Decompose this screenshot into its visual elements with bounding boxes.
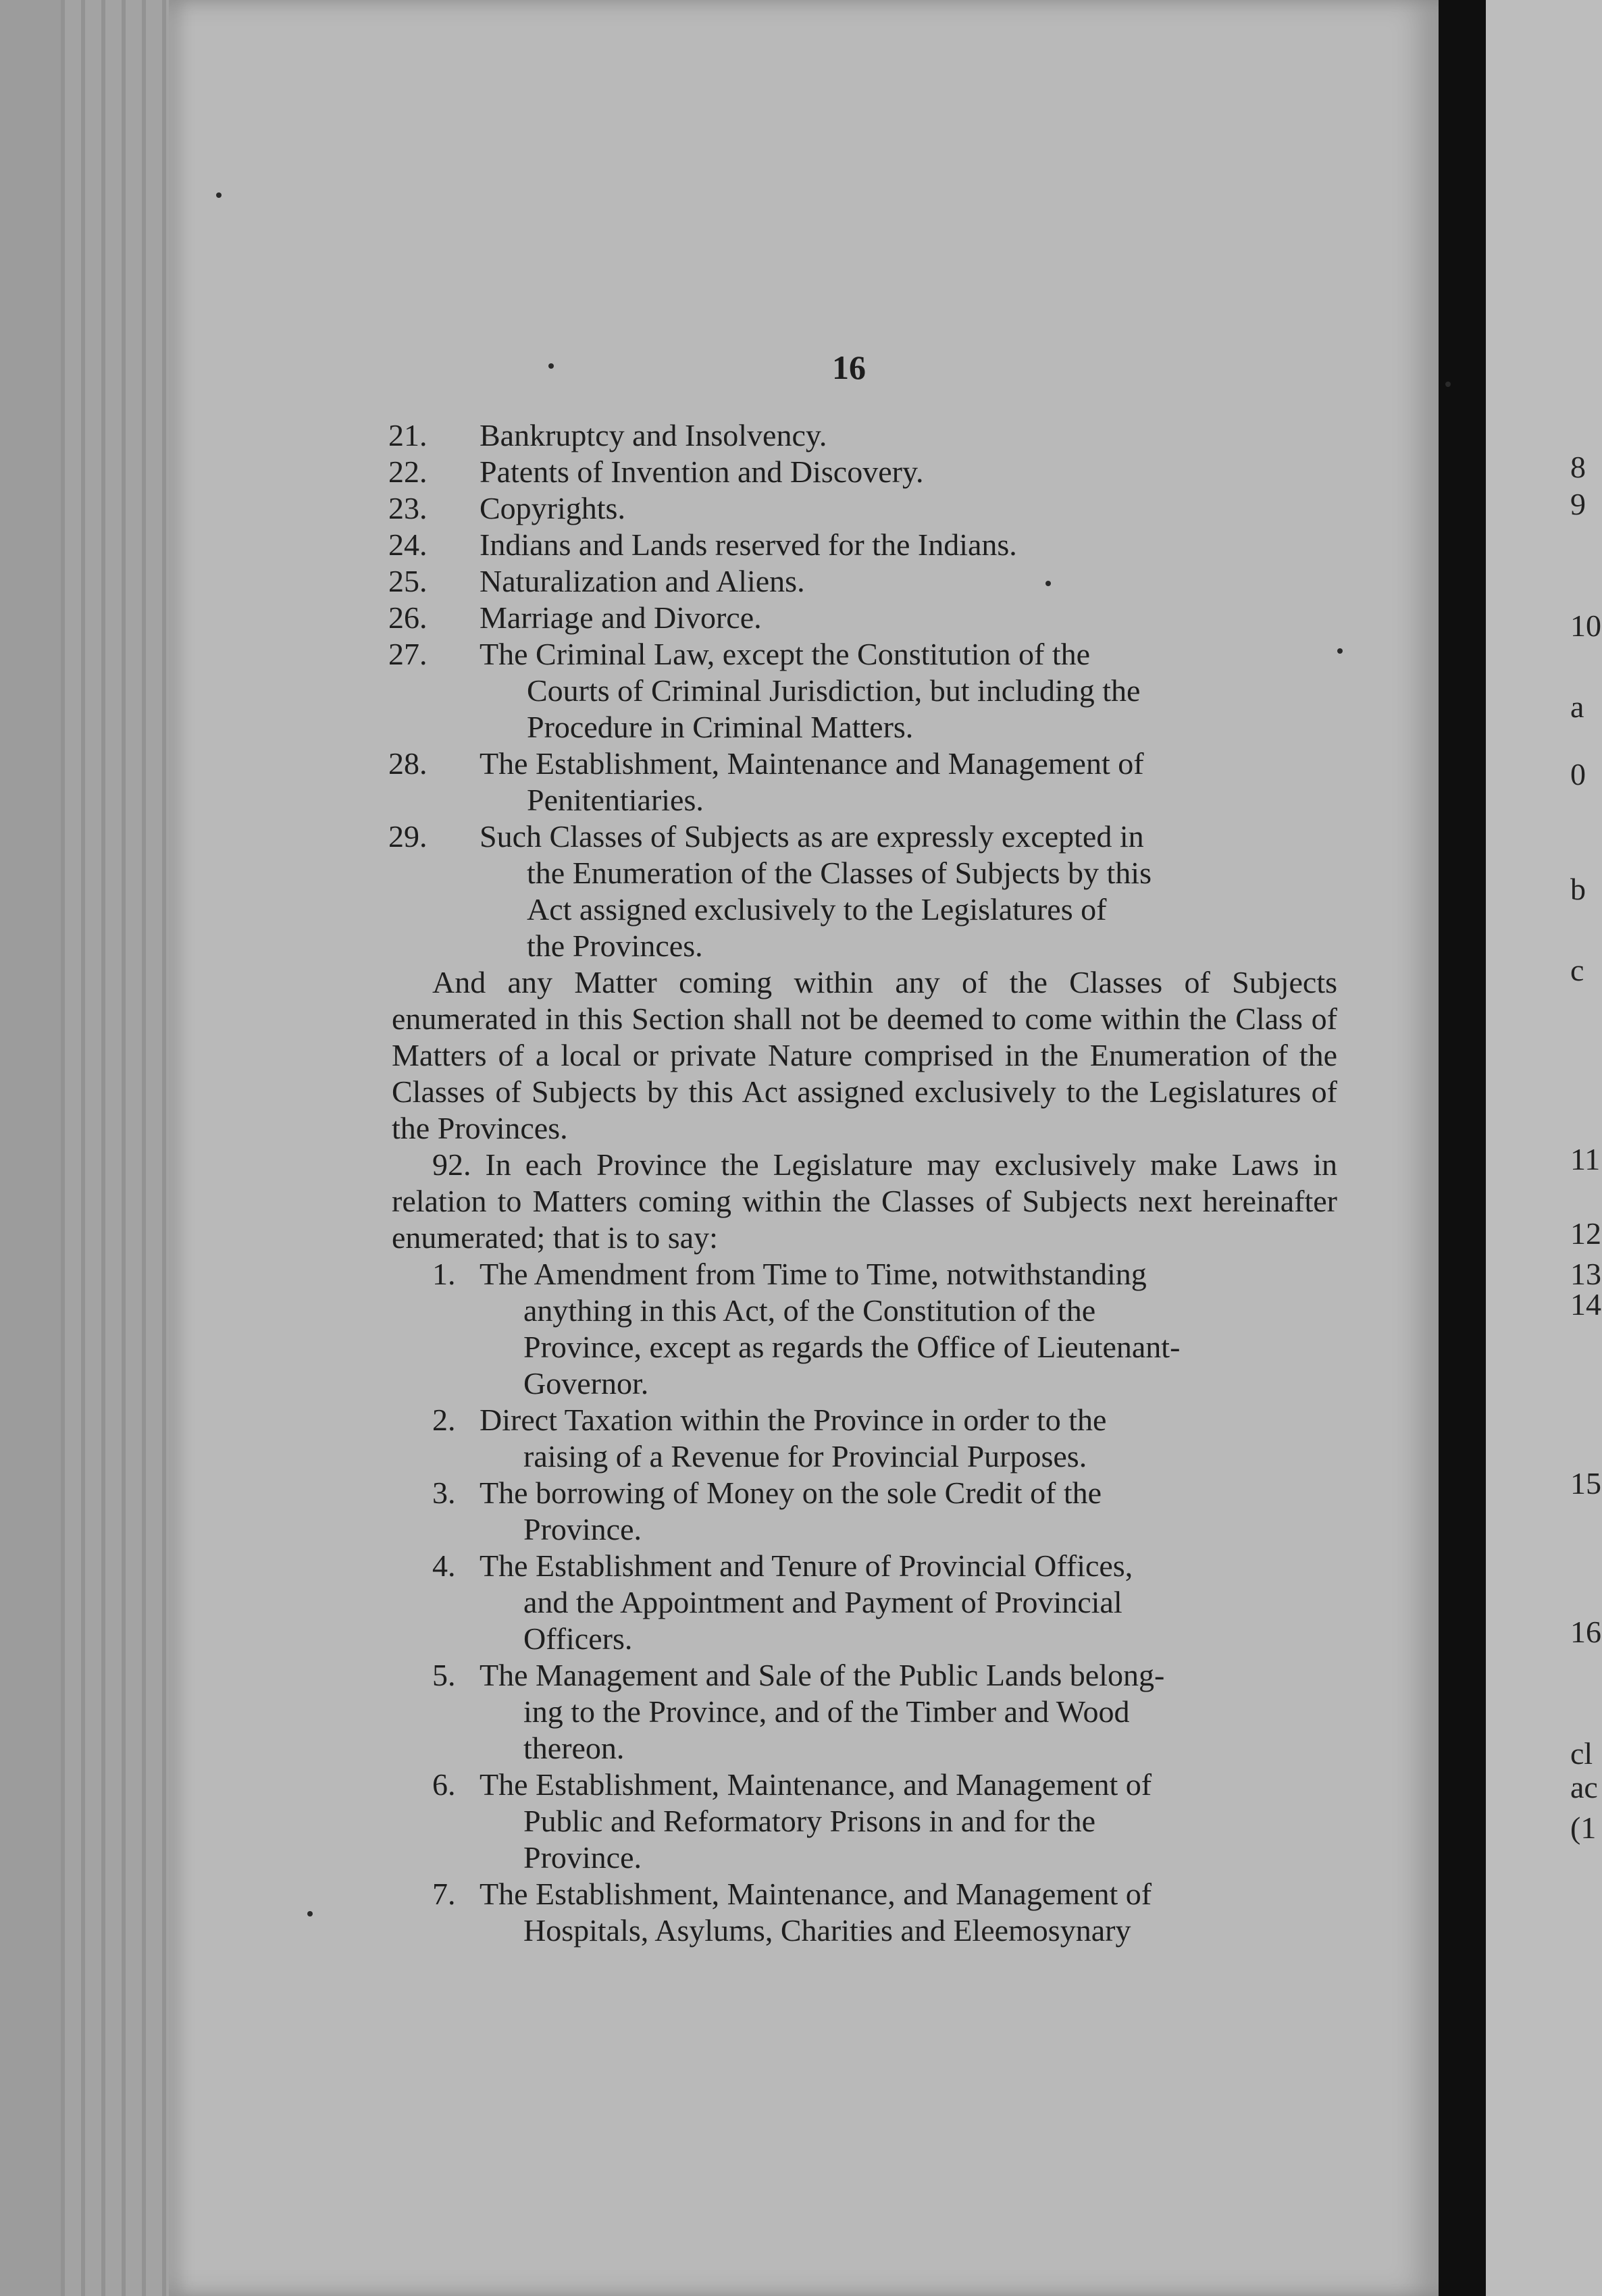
sub-list-item: [392, 1256, 1337, 1402]
list-item-number: 21.: [388, 418, 428, 452]
list-item-number: 24.: [388, 527, 428, 562]
list-item-number: 22.: [388, 454, 428, 489]
list-item-line: Courts of Criminal Jurisdiction, but including the: [527, 673, 1141, 708]
sub-list-item: [392, 1548, 1337, 1657]
list-item-text: [480, 490, 1337, 527]
sub-list-item-line: The borrowing of Money on the sole Credit of the: [480, 1476, 1102, 1510]
sub-list-item-line: Province, except as regards the Office of Lieutenant-: [523, 1330, 1181, 1364]
page-number: 16: [832, 348, 866, 386]
list-item-line: Bankruptcy and Insolvency.: [480, 418, 827, 452]
sub-list-item-line: The Management and Sale of the Public Lands belong-: [480, 1658, 1165, 1692]
sub-list-item-line: Province.: [523, 1840, 642, 1875]
margin-glyph: 13: [1570, 1257, 1601, 1291]
sub-list-item: [392, 1657, 1337, 1767]
sub-list-item-number: 6.: [432, 1767, 456, 1802]
sub-list-item-line: The Establishment, Maintenance, and Management of: [480, 1877, 1152, 1911]
list-item-line: the Enumeration of the Classes of Subjects by this: [527, 856, 1152, 890]
list-item-number: 26.: [388, 600, 428, 635]
sub-list-item-text: [480, 1767, 1337, 1876]
sub-list-item: [392, 1475, 1337, 1548]
sub-list-item-text: [480, 1876, 1337, 1949]
list-item: [388, 490, 1337, 527]
list-item-line: Such Classes of Subjects as are expressly excepted in: [480, 819, 1144, 854]
list-item: [388, 636, 1337, 746]
list-item-line: the Provinces.: [527, 929, 703, 963]
list-item-number: 27.: [388, 637, 428, 671]
list-item-line: The Establishment, Maintenance and Management of: [480, 746, 1144, 781]
sub-list-item: [392, 1402, 1337, 1475]
scan-speck: [1445, 382, 1451, 387]
scan-speck: [307, 1911, 313, 1916]
scan-speck: [548, 363, 554, 369]
page-text: [388, 417, 1337, 1949]
list-item-number: 29.: [388, 819, 428, 854]
sub-list-item-line: The Amendment from Time to Time, notwithstanding: [480, 1257, 1147, 1291]
list-item: [388, 818, 1337, 964]
scan-speck: [1337, 648, 1343, 654]
sub-list-item-number: 3.: [432, 1476, 456, 1510]
book-gutter: [1439, 0, 1486, 2296]
sub-list-item-text: [480, 1402, 1337, 1475]
list-item: [388, 600, 1337, 636]
margin-glyph: 12: [1570, 1216, 1601, 1251]
list-item-text: [480, 746, 1337, 818]
margin-glyph: cl: [1570, 1736, 1593, 1771]
list-item-text: [480, 417, 1337, 454]
list-item-text: [480, 527, 1337, 563]
list-item: [388, 563, 1337, 600]
closing-paragraph: And any Matter coming within any of the Classes of Subjects enumerated in this Section shall not be deemed to come within the Class of Matters of a local or private Nature comprised in the Enumeration of the Classes of Subjects by this Act assigned exclusively to the Legislatures of the Provinces.: [392, 965, 1337, 1145]
enumerated-list: [388, 417, 1337, 964]
margin-glyph: b: [1570, 872, 1586, 906]
margin-glyph: 11: [1570, 1142, 1601, 1176]
margin-glyph: (1: [1570, 1810, 1597, 1845]
margin-glyph: c: [1570, 953, 1584, 987]
list-item-text: [480, 600, 1337, 636]
list-item-line: Patents of Invention and Discovery.: [480, 454, 924, 489]
sub-list-item-number: 1.: [432, 1257, 456, 1291]
provincial-subjects-list: [392, 1256, 1337, 1949]
sub-list-item-line: Officers.: [523, 1621, 633, 1656]
list-item-line: Copyrights.: [480, 491, 625, 525]
list-item: [388, 527, 1337, 563]
sub-list-item-number: 5.: [432, 1658, 456, 1692]
list-item-number: 28.: [388, 746, 428, 781]
list-item-line: Marriage and Divorce.: [480, 600, 762, 635]
scan-speck: [216, 192, 222, 198]
margin-glyph: 0: [1570, 757, 1586, 791]
list-item-line: Indians and Lands reserved for the Indians.: [480, 527, 1017, 562]
page-edge-stack: [61, 0, 169, 2296]
list-item-number: 23.: [388, 491, 428, 525]
sub-list-item-text: [480, 1256, 1337, 1402]
list-item-line: Procedure in Criminal Matters.: [527, 710, 914, 744]
list-item-line: Act assigned exclusively to the Legislatures of: [527, 892, 1107, 927]
list-item-text: [480, 454, 1337, 490]
sub-list-item-line: thereon.: [523, 1731, 625, 1765]
sub-list-item-number: 7.: [432, 1877, 456, 1911]
list-item-line: Penitentiaries.: [527, 783, 704, 817]
sub-list-item-line: The Establishment and Tenure of Provincial Offices,: [480, 1548, 1133, 1583]
sub-list-item-text: [480, 1548, 1337, 1657]
list-item-text: [480, 636, 1337, 746]
sub-list-item-text: [480, 1657, 1337, 1767]
list-item-text: [480, 563, 1337, 600]
list-item: [388, 454, 1337, 490]
margin-glyph: 9: [1570, 487, 1586, 521]
margin-glyph: 10: [1570, 608, 1601, 643]
margin-glyph: 15: [1570, 1466, 1601, 1501]
margin-glyph: ac: [1570, 1770, 1598, 1804]
margin-glyph: 14: [1570, 1287, 1601, 1322]
sub-list-item-number: 2.: [432, 1403, 456, 1437]
sub-list-item-text: [480, 1475, 1337, 1548]
list-item: [388, 746, 1337, 818]
sub-list-item-number: 4.: [432, 1548, 456, 1583]
list-item-line: The Criminal Law, except the Constitution of the: [480, 637, 1091, 671]
sub-list-item-line: The Establishment, Maintenance, and Management of: [480, 1767, 1152, 1802]
list-item-line: Naturalization and Aliens.: [480, 564, 805, 598]
sub-list-item-line: raising of a Revenue for Provincial Purposes.: [523, 1439, 1087, 1473]
sub-list-item-line: and the Appointment and Payment of Provincial: [523, 1585, 1122, 1619]
sub-list-item-line: ing to the Province, and of the Timber and Wood: [523, 1694, 1130, 1729]
sub-list-item-line: Direct Taxation within the Province in order to the: [480, 1403, 1107, 1437]
sub-list-item-line: Governor.: [523, 1366, 649, 1401]
margin-glyph: a: [1570, 689, 1584, 724]
list-item-number: 25.: [388, 564, 428, 598]
sub-list-item-line: Public and Reformatory Prisons in and for the: [523, 1804, 1096, 1838]
sub-list-item-line: Hospitals, Asylums, Charities and Eleemosynary: [523, 1913, 1131, 1948]
list-item: [388, 417, 1337, 454]
scan-speck: [1045, 581, 1051, 586]
sub-list-item: [392, 1876, 1337, 1949]
list-item-text: [480, 818, 1337, 964]
section-92-paragraph: 92. In each Province the Legislature may exclusively make Laws in relation to Matters coming within the Classes of Subjects next hereinafter enumerated; that is to say:: [392, 1147, 1337, 1255]
margin-glyph: 8: [1570, 450, 1586, 484]
sub-list-item-line: anything in this Act, of the Constitution of the: [523, 1293, 1096, 1328]
margin-glyph: 16: [1570, 1615, 1601, 1649]
sub-list-item-line: Province.: [523, 1512, 642, 1546]
sub-list-item: [392, 1767, 1337, 1876]
